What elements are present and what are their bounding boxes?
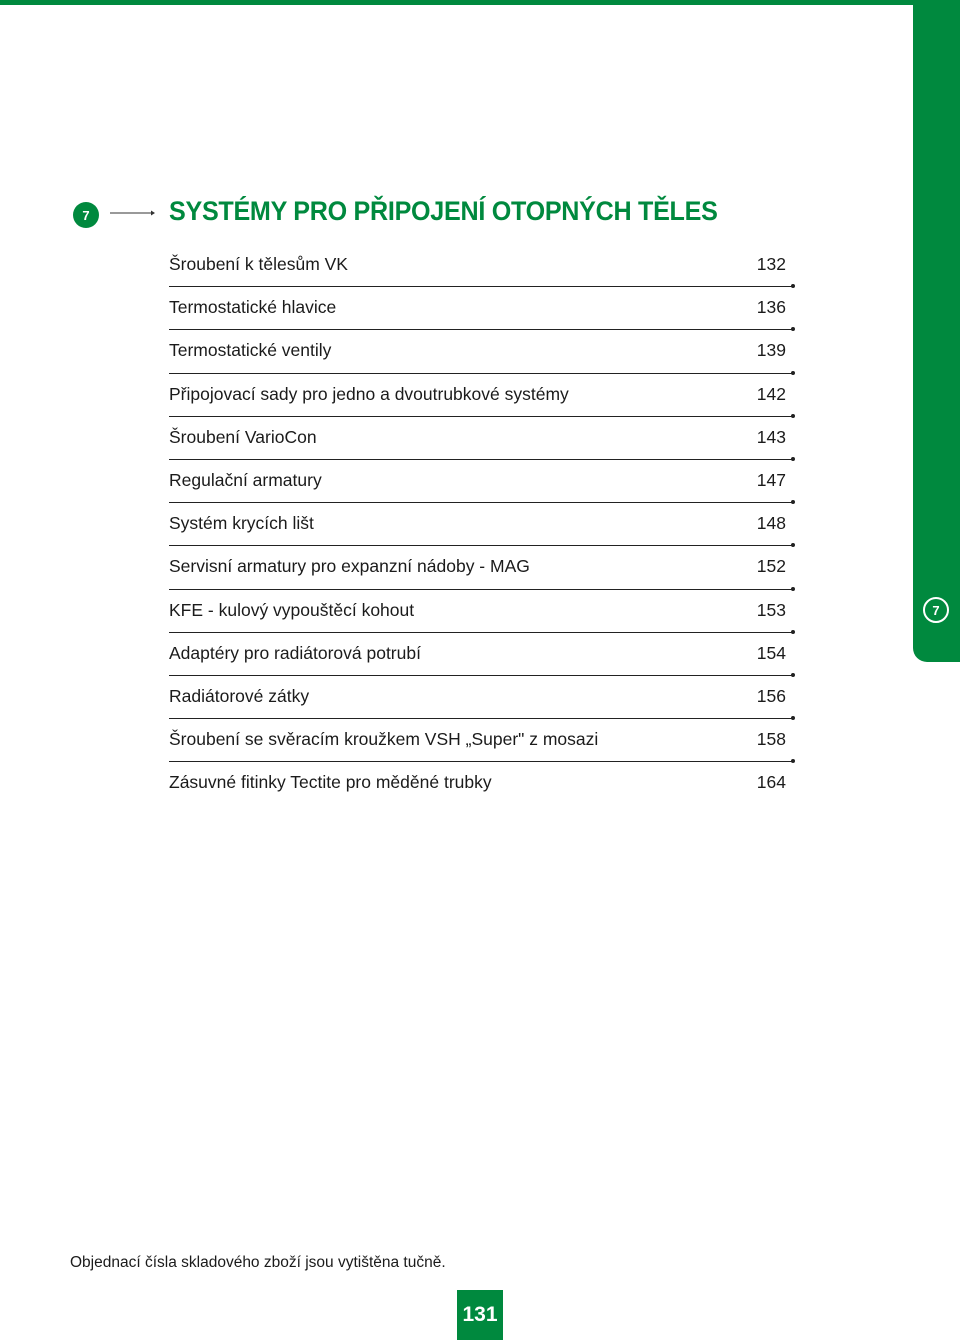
toc-entry[interactable] (169, 718, 794, 761)
chapter-side-tab[interactable] (913, 0, 960, 662)
toc-entry[interactable] (169, 761, 794, 804)
toc-entry[interactable] (169, 329, 794, 372)
toc-entry[interactable] (169, 373, 794, 416)
toc-entry-page: 154 (756, 642, 786, 663)
toc-entry[interactable] (169, 502, 794, 545)
toc-entry-page: 152 (756, 556, 786, 577)
toc-entry-page: 156 (756, 685, 786, 706)
toc-entry-label: Servisní armatury pro expanzní nádoby - MAG (169, 556, 530, 577)
toc-entry[interactable] (169, 589, 794, 632)
arrow-right-icon (110, 207, 156, 219)
toc-entry-page: 132 (756, 254, 786, 275)
toc-entry-page: 153 (756, 599, 786, 620)
toc-entry-label: Termostatické hlavice (169, 297, 337, 318)
toc-entry[interactable] (169, 632, 794, 675)
toc-entry-page: 136 (756, 297, 786, 318)
toc-entry-label: Termostatické ventily (169, 340, 332, 361)
page-number: 131 (457, 1290, 503, 1340)
toc-entry[interactable] (169, 243, 794, 286)
toc-entry[interactable] (169, 459, 794, 502)
toc-entry-page: 148 (756, 513, 786, 534)
toc-entry-label: Adaptéry pro radiátorová potrubí (169, 642, 421, 663)
toc-entry-label: KFE - kulový vypouštěcí kohout (169, 599, 415, 620)
toc-entry-page: 143 (756, 426, 786, 447)
footer-note: Objednací čísla skladového zboží jsou vytištěna tučně. (70, 1254, 446, 1271)
toc-entry-label: Šroubení VarioCon (169, 426, 317, 447)
toc-entry-label: Šroubení se svěracím kroužkem VSH „Super" z mosazi (169, 729, 599, 750)
toc-entry-label: Systém krycích lišt (169, 513, 314, 534)
toc-entry[interactable] (169, 675, 794, 718)
chapter-title: SYSTÉMY PRO PŘIPOJENÍ OTOPNÝCH TĚLES (169, 196, 718, 226)
chapter-number-badge: 7 (73, 202, 99, 228)
toc-entry-label: Regulační armatury (169, 470, 322, 491)
toc-entry-label: Připojovací sady pro jedno a dvoutrubkové systémy (169, 383, 569, 404)
toc-entry[interactable] (169, 286, 794, 329)
toc-entry-label: Zásuvné fitinky Tectite pro měděné trubky (169, 772, 492, 793)
toc-entry-label: Radiátorové zátky (169, 685, 310, 706)
table-of-contents (169, 243, 794, 804)
top-accent-bar (0, 0, 960, 5)
toc-entry-page: 139 (756, 340, 786, 361)
toc-entry[interactable] (169, 545, 794, 588)
toc-entry-page: 164 (756, 772, 786, 793)
toc-entry-label: Šroubení k tělesům VK (169, 254, 348, 275)
toc-entry[interactable] (169, 416, 794, 459)
toc-entry-page: 158 (756, 729, 786, 750)
side-tab-chapter-number: 7 (923, 597, 949, 623)
toc-entry-page: 147 (756, 470, 786, 491)
toc-entry-page: 142 (756, 383, 786, 404)
